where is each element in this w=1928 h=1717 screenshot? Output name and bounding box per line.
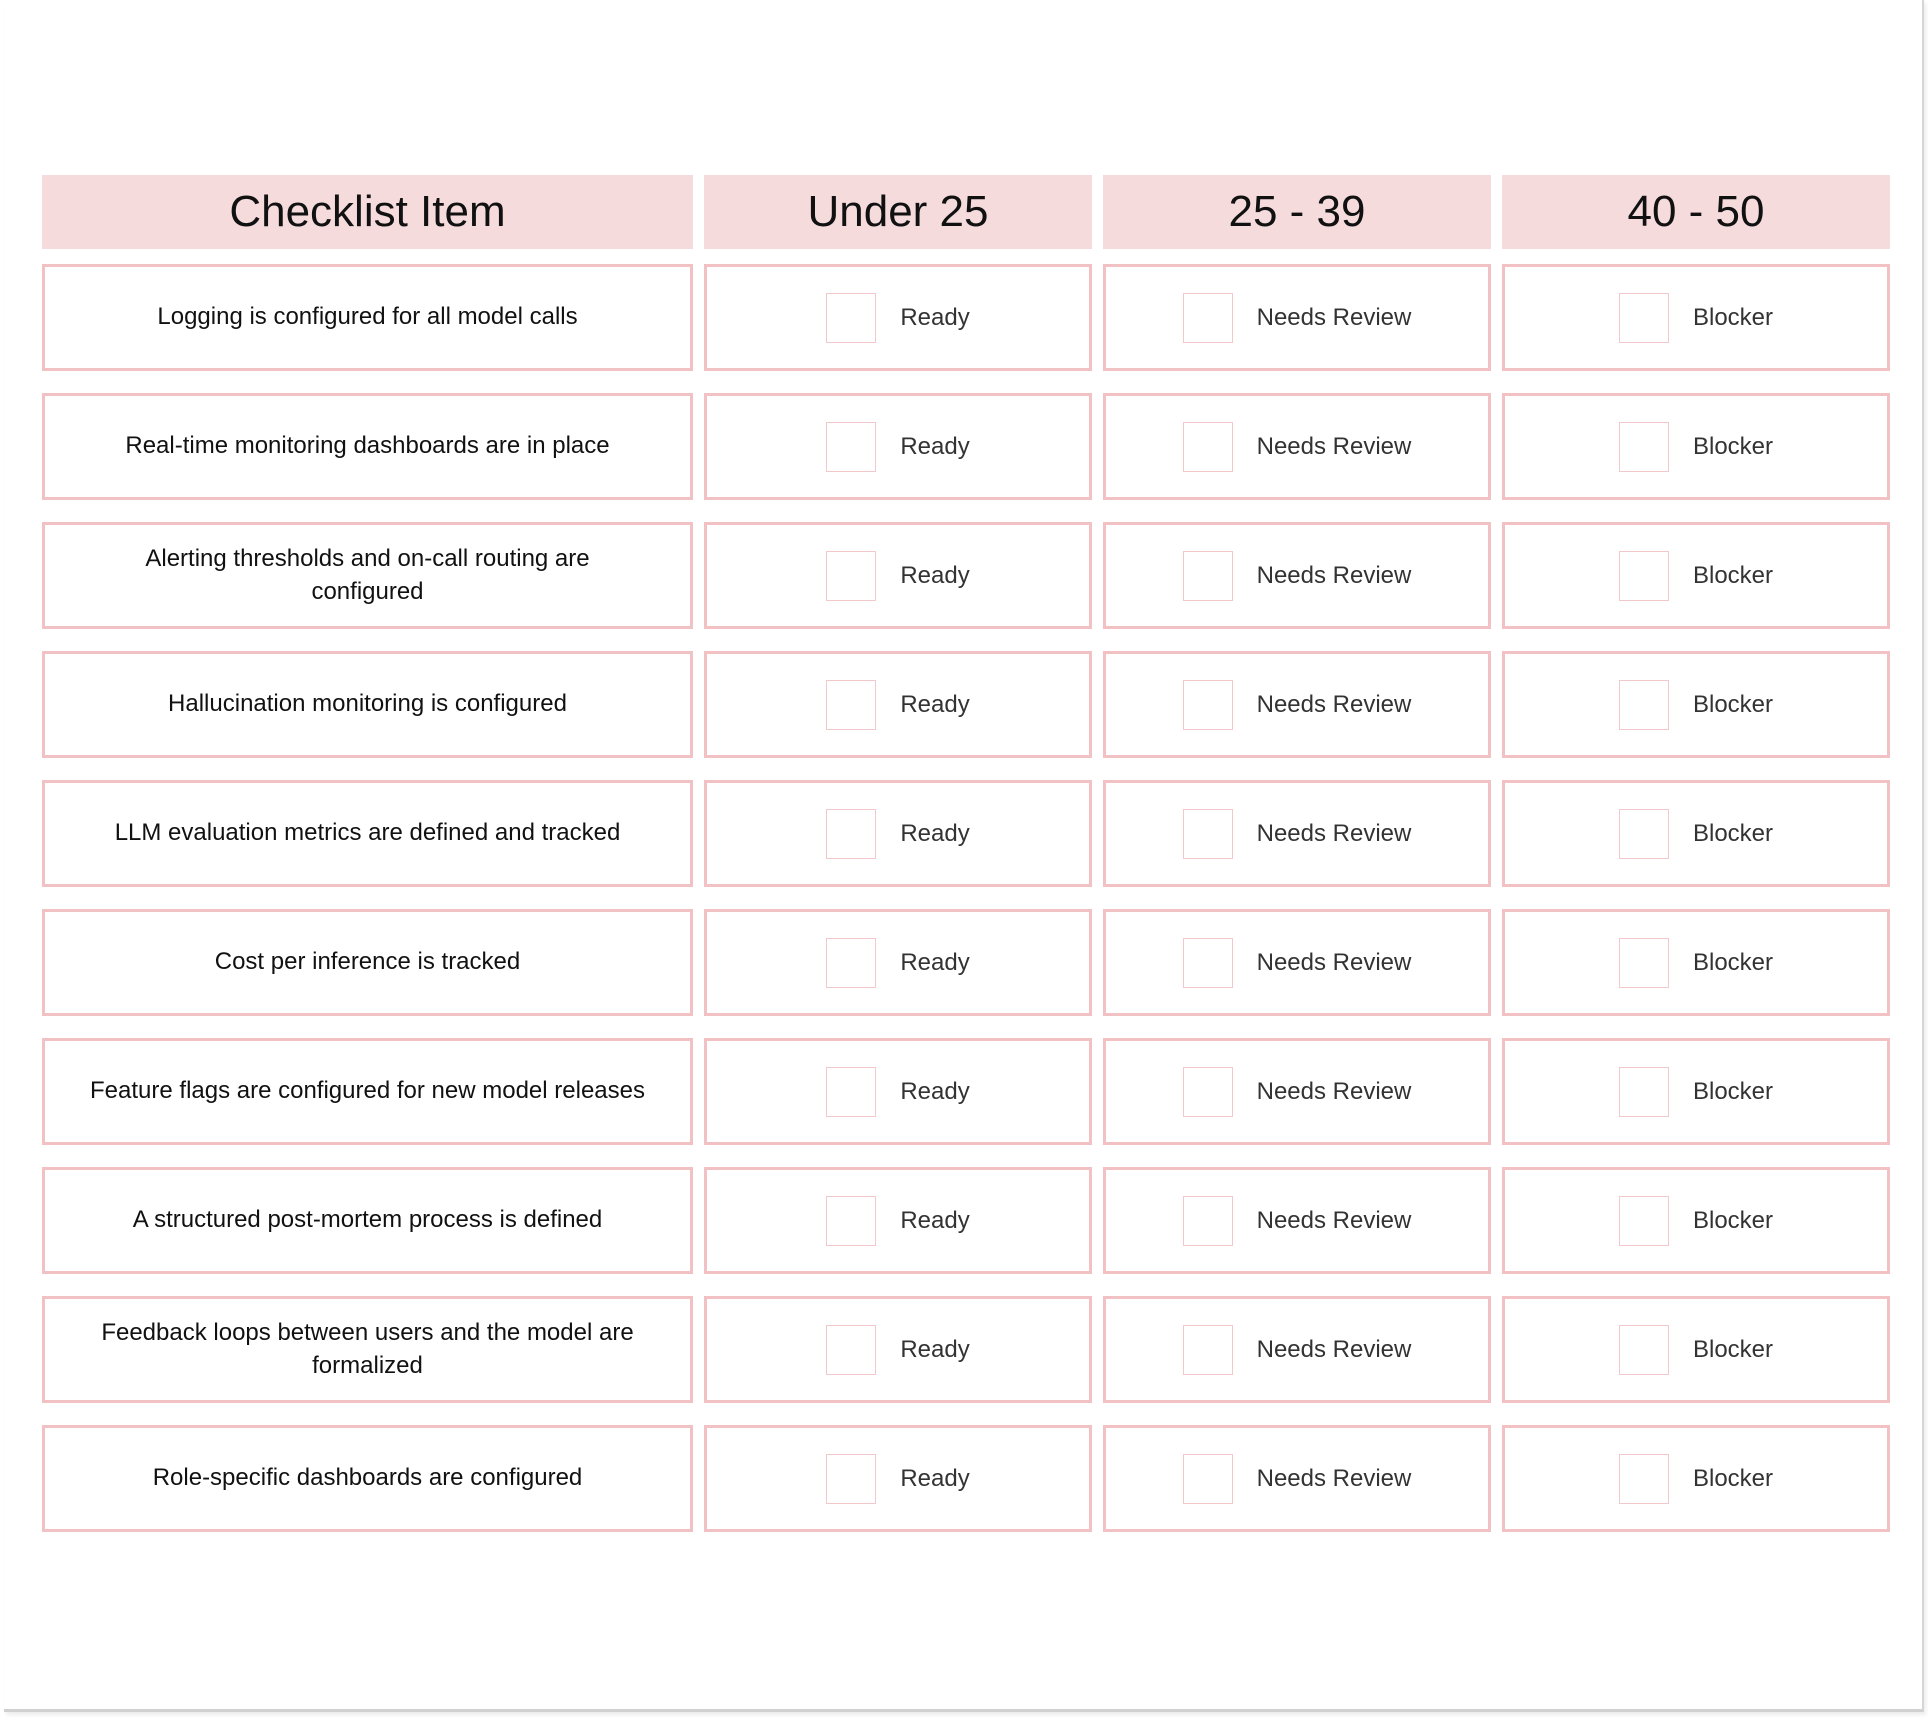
needs-review-option[interactable] — [1183, 422, 1412, 472]
needs-review-cell — [1103, 264, 1491, 371]
needs-review-option[interactable] — [1183, 1454, 1412, 1504]
checklist-item-text: Feature flags are configured for new model releases — [90, 1077, 645, 1105]
checklist-item-cell — [42, 522, 693, 629]
checklist-item-text: Alerting thresholds and on-call routing are configured — [145, 545, 590, 605]
needs-review-checkbox[interactable] — [1183, 1325, 1233, 1375]
needs-review-label: Needs Review — [1256, 1206, 1412, 1234]
ready-option[interactable] — [826, 1067, 969, 1117]
blocker-option[interactable] — [1619, 938, 1773, 988]
header-under-25: Under 25 — [704, 175, 1092, 249]
blocker-checkbox[interactable] — [1619, 938, 1669, 988]
blocker-checkbox[interactable] — [1619, 1325, 1669, 1375]
blocker-label: Blocker — [1692, 690, 1774, 718]
needs-review-checkbox[interactable] — [1183, 422, 1233, 472]
ready-checkbox[interactable] — [826, 1196, 876, 1246]
blocker-option[interactable] — [1619, 422, 1773, 472]
ready-checkbox[interactable] — [826, 680, 876, 730]
needs-review-checkbox[interactable] — [1183, 551, 1233, 601]
checklist-item-text: Real-time monitoring dashboards are in place — [125, 432, 610, 460]
blocker-option[interactable] — [1619, 293, 1773, 343]
checklist-item-cell — [42, 651, 693, 758]
needs-review-label: Needs Review — [1256, 819, 1412, 847]
ready-option[interactable] — [826, 551, 969, 601]
needs-review-label: Needs Review — [1256, 948, 1412, 976]
ready-label: Ready — [900, 303, 970, 331]
needs-review-cell — [1103, 780, 1491, 887]
blocker-cell — [1502, 1167, 1890, 1274]
checklist-item-text: Hallucination monitoring is configured — [168, 690, 567, 718]
needs-review-label: Needs Review — [1256, 1464, 1412, 1492]
ready-cell — [704, 780, 1092, 887]
ready-checkbox[interactable] — [826, 293, 876, 343]
blocker-checkbox[interactable] — [1619, 1454, 1669, 1504]
needs-review-checkbox[interactable] — [1183, 1196, 1233, 1246]
ready-option[interactable] — [826, 938, 969, 988]
blocker-cell — [1502, 264, 1890, 371]
checklist-item-text: Role-specific dashboards are configured — [152, 1464, 583, 1492]
needs-review-checkbox[interactable] — [1183, 1454, 1233, 1504]
blocker-option[interactable] — [1619, 1067, 1773, 1117]
ready-checkbox[interactable] — [826, 938, 876, 988]
needs-review-option[interactable] — [1183, 293, 1412, 343]
checklist-table — [42, 175, 1890, 1554]
needs-review-cell — [1103, 909, 1491, 1016]
blocker-option[interactable] — [1619, 1196, 1773, 1246]
blocker-option[interactable] — [1619, 809, 1773, 859]
blocker-option[interactable] — [1619, 1454, 1773, 1504]
ready-cell — [704, 264, 1092, 371]
needs-review-checkbox[interactable] — [1183, 293, 1233, 343]
header-checklist-item: Checklist Item — [42, 175, 693, 249]
checklist-item-text: LLM evaluation metrics are defined and tracked — [114, 819, 621, 847]
blocker-cell — [1502, 909, 1890, 1016]
ready-cell — [704, 1167, 1092, 1274]
ready-option[interactable] — [826, 680, 969, 730]
ready-cell — [704, 1038, 1092, 1145]
blocker-label: Blocker — [1692, 561, 1774, 589]
blocker-cell — [1502, 522, 1890, 629]
checklist-item-text: A structured post-mortem process is defined — [132, 1206, 603, 1234]
blocker-label: Blocker — [1692, 1335, 1774, 1363]
needs-review-option[interactable] — [1183, 1325, 1412, 1375]
needs-review-cell — [1103, 651, 1491, 758]
needs-review-label: Needs Review — [1256, 303, 1412, 331]
ready-option[interactable] — [826, 422, 969, 472]
needs-review-label: Needs Review — [1256, 1077, 1412, 1105]
ready-checkbox[interactable] — [826, 1454, 876, 1504]
needs-review-label: Needs Review — [1256, 432, 1412, 460]
ready-checkbox[interactable] — [826, 551, 876, 601]
blocker-checkbox[interactable] — [1619, 1067, 1669, 1117]
ready-option[interactable] — [826, 1196, 969, 1246]
ready-cell — [704, 1425, 1092, 1532]
checklist-item-cell — [42, 780, 693, 887]
ready-label: Ready — [900, 1464, 970, 1492]
needs-review-cell — [1103, 1167, 1491, 1274]
needs-review-label: Needs Review — [1256, 561, 1412, 589]
needs-review-checkbox[interactable] — [1183, 809, 1233, 859]
ready-checkbox[interactable] — [826, 809, 876, 859]
ready-cell — [704, 1296, 1092, 1403]
needs-review-checkbox[interactable] — [1183, 680, 1233, 730]
blocker-label: Blocker — [1692, 819, 1774, 847]
needs-review-checkbox[interactable] — [1183, 1067, 1233, 1117]
needs-review-cell — [1103, 1425, 1491, 1532]
needs-review-option[interactable] — [1183, 1196, 1412, 1246]
ready-label: Ready — [900, 432, 970, 460]
ready-label: Ready — [900, 1077, 970, 1105]
blocker-cell — [1502, 1425, 1890, 1532]
checklist-item-cell — [42, 909, 693, 1016]
ready-label: Ready — [900, 1335, 970, 1363]
needs-review-label: Needs Review — [1256, 1335, 1412, 1363]
header-25-39: 25 - 39 — [1103, 175, 1491, 249]
needs-review-cell — [1103, 1038, 1491, 1145]
blocker-cell — [1502, 1038, 1890, 1145]
ready-label: Ready — [900, 819, 970, 847]
checklist-item-cell — [42, 1296, 693, 1403]
ready-option[interactable] — [826, 1454, 969, 1504]
ready-cell — [704, 522, 1092, 629]
checklist-item-cell — [42, 1038, 693, 1145]
blocker-option[interactable] — [1619, 551, 1773, 601]
needs-review-cell — [1103, 393, 1491, 500]
checklist-item-cell — [42, 1167, 693, 1274]
ready-label: Ready — [900, 690, 970, 718]
blocker-cell — [1502, 393, 1890, 500]
blocker-checkbox[interactable] — [1619, 422, 1669, 472]
needs-review-cell — [1103, 1296, 1491, 1403]
blocker-option[interactable] — [1619, 680, 1773, 730]
ready-cell — [704, 393, 1092, 500]
ready-label: Ready — [900, 948, 970, 976]
blocker-checkbox[interactable] — [1619, 680, 1669, 730]
blocker-checkbox[interactable] — [1619, 1196, 1669, 1246]
blocker-cell — [1502, 1296, 1890, 1403]
blocker-checkbox[interactable] — [1619, 293, 1669, 343]
blocker-checkbox[interactable] — [1619, 551, 1669, 601]
needs-review-option[interactable] — [1183, 1067, 1412, 1117]
ready-checkbox[interactable] — [826, 1325, 876, 1375]
ready-option[interactable] — [826, 1325, 969, 1375]
checklist-item-text: Feedback loops between users and the model are formalized — [101, 1319, 634, 1379]
needs-review-label: Needs Review — [1256, 690, 1412, 718]
ready-label: Ready — [900, 561, 970, 589]
ready-option[interactable] — [826, 293, 969, 343]
blocker-label: Blocker — [1692, 1464, 1774, 1492]
ready-checkbox[interactable] — [826, 422, 876, 472]
blocker-cell — [1502, 780, 1890, 887]
blocker-label: Blocker — [1692, 948, 1774, 976]
checklist-item-text: Cost per inference is tracked — [214, 948, 521, 976]
blocker-label: Blocker — [1692, 303, 1774, 331]
checklist-item-cell — [42, 393, 693, 500]
blocker-label: Blocker — [1692, 1206, 1774, 1234]
ready-cell — [704, 651, 1092, 758]
needs-review-checkbox[interactable] — [1183, 938, 1233, 988]
blocker-cell — [1502, 651, 1890, 758]
ready-cell — [704, 909, 1092, 1016]
checklist-page — [4, 0, 1924, 1712]
needs-review-option[interactable] — [1183, 938, 1412, 988]
blocker-label: Blocker — [1692, 1077, 1774, 1105]
blocker-checkbox[interactable] — [1619, 809, 1669, 859]
ready-checkbox[interactable] — [826, 1067, 876, 1117]
blocker-label: Blocker — [1692, 432, 1774, 460]
needs-review-option[interactable] — [1183, 809, 1412, 859]
checklist-item-cell — [42, 1425, 693, 1532]
needs-review-cell — [1103, 522, 1491, 629]
header-40-50: 40 - 50 — [1502, 175, 1890, 249]
blocker-option[interactable] — [1619, 1325, 1773, 1375]
needs-review-option[interactable] — [1183, 551, 1412, 601]
checklist-item-text: Logging is configured for all model calls — [157, 303, 578, 331]
ready-label: Ready — [900, 1206, 970, 1234]
ready-option[interactable] — [826, 809, 969, 859]
needs-review-option[interactable] — [1183, 680, 1412, 730]
checklist-item-cell — [42, 264, 693, 371]
